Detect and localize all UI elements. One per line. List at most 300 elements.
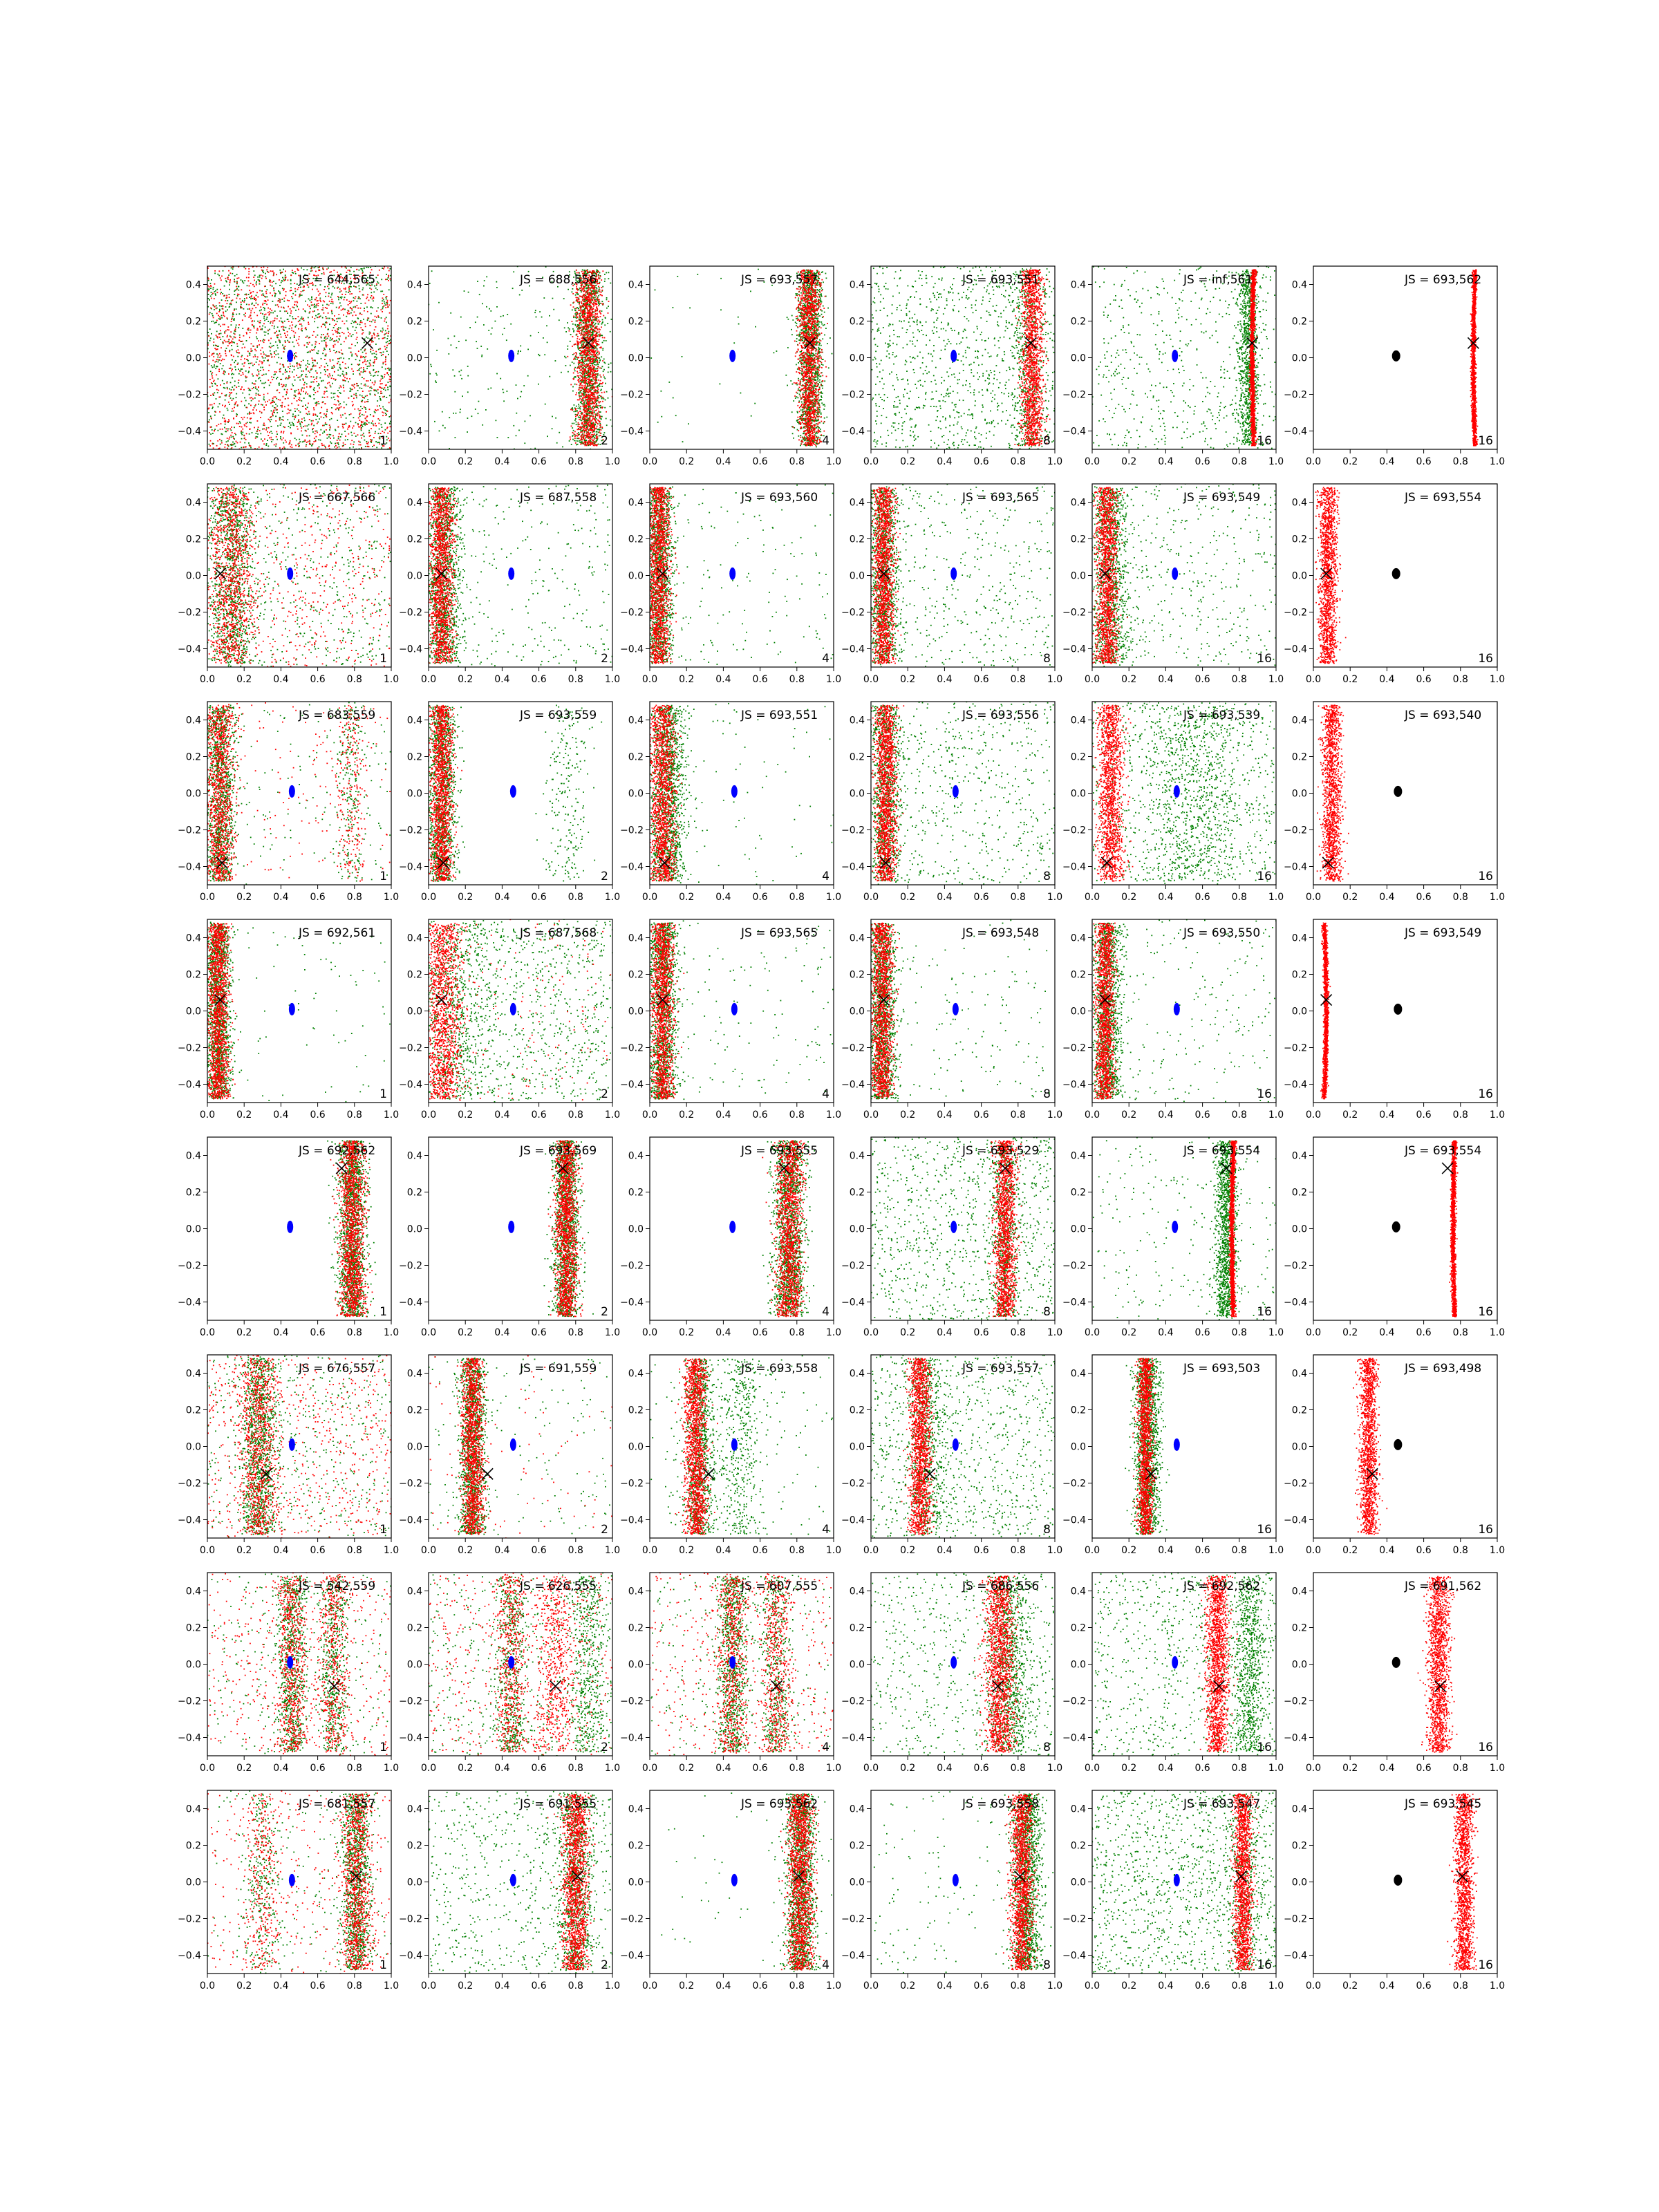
green-point <box>339 367 341 368</box>
green-point <box>235 369 236 371</box>
green-point <box>578 377 579 378</box>
green-point <box>582 270 583 271</box>
green-point <box>608 372 609 373</box>
green-point <box>462 395 463 397</box>
red-point <box>351 440 353 441</box>
red-point <box>578 413 579 414</box>
red-point <box>287 389 288 391</box>
red-point <box>354 384 355 385</box>
green-point <box>309 372 310 373</box>
red-point <box>230 364 232 366</box>
green-point <box>268 446 269 447</box>
green-point <box>500 316 502 317</box>
green-point <box>577 411 578 412</box>
green-point <box>590 432 592 433</box>
red-point <box>333 378 335 379</box>
red-point <box>572 432 574 433</box>
green-point <box>370 379 371 381</box>
red-point <box>263 429 265 430</box>
green-point <box>248 442 250 444</box>
green-point <box>294 391 295 392</box>
red-point <box>221 442 223 444</box>
green-point <box>490 310 491 312</box>
red-point <box>261 448 263 449</box>
red-point <box>363 332 364 334</box>
red-point <box>348 433 349 435</box>
red-point <box>249 285 250 287</box>
green-point <box>385 368 386 370</box>
green-point <box>279 341 281 343</box>
green-point <box>348 329 349 330</box>
red-point <box>389 447 391 449</box>
green-point <box>379 429 380 430</box>
green-point <box>357 318 359 319</box>
red-point <box>371 335 373 337</box>
green-point <box>387 341 388 342</box>
red-point <box>270 321 272 323</box>
red-point <box>338 436 339 438</box>
red-point <box>338 314 339 315</box>
green-point <box>222 380 223 382</box>
green-point <box>353 306 355 308</box>
red-point <box>223 342 224 344</box>
red-point <box>272 281 273 283</box>
green-point <box>606 340 607 341</box>
red-point <box>576 393 577 394</box>
red-point <box>268 359 269 361</box>
green-point <box>211 333 212 335</box>
red-point <box>266 293 268 294</box>
green-point <box>376 354 377 355</box>
red-point <box>387 411 388 412</box>
red-point <box>272 411 274 413</box>
green-point <box>285 279 286 281</box>
red-point <box>212 355 213 356</box>
green-point <box>310 308 311 309</box>
green-point <box>389 370 391 371</box>
green-point <box>289 368 290 369</box>
red-point <box>335 352 337 353</box>
red-point <box>354 409 355 410</box>
green-point <box>378 317 379 318</box>
green-point <box>579 391 581 393</box>
green-point <box>270 323 271 324</box>
red-point <box>368 432 370 433</box>
green-point <box>481 356 482 357</box>
green-point <box>290 424 292 426</box>
red-point <box>316 436 317 438</box>
red-point <box>246 297 247 299</box>
green-point <box>242 328 243 329</box>
green-point <box>439 431 440 432</box>
red-point <box>331 310 332 311</box>
red-point <box>387 427 388 428</box>
red-point <box>208 335 209 337</box>
red-point <box>246 407 247 409</box>
green-point <box>387 389 388 391</box>
green-point <box>219 306 221 307</box>
red-point <box>226 297 227 298</box>
red-point <box>572 293 574 294</box>
red-point <box>312 443 314 444</box>
green-point <box>471 415 473 417</box>
red-point <box>388 275 389 276</box>
red-point <box>217 440 218 442</box>
green-point <box>270 431 272 432</box>
red-point <box>291 330 292 331</box>
red-point <box>320 412 321 413</box>
green-point <box>210 337 212 339</box>
red-point <box>577 338 578 339</box>
green-point <box>608 278 610 279</box>
red-point <box>294 283 295 284</box>
red-point <box>274 396 275 397</box>
green-point <box>598 432 599 433</box>
green-point <box>281 357 282 359</box>
green-point <box>538 332 539 333</box>
green-point <box>373 375 374 377</box>
red-point <box>298 446 299 447</box>
green-point <box>234 362 235 363</box>
red-point <box>283 384 284 386</box>
red-point <box>342 424 344 425</box>
red-point <box>389 440 391 442</box>
green-point <box>265 357 266 359</box>
green-point <box>599 435 600 437</box>
red-point <box>317 423 318 424</box>
green-point <box>377 400 378 402</box>
red-point <box>372 299 373 300</box>
red-point <box>579 378 581 379</box>
green-point <box>605 383 606 384</box>
green-point <box>306 444 307 445</box>
green-point <box>218 275 220 276</box>
green-point <box>236 324 237 326</box>
green-point <box>208 294 209 295</box>
green-point <box>239 421 241 422</box>
green-point <box>326 304 328 306</box>
red-point <box>298 419 299 420</box>
red-point <box>579 429 581 430</box>
green-point <box>359 415 361 417</box>
green-point <box>212 289 214 290</box>
green-point <box>207 298 209 299</box>
green-point <box>338 299 339 301</box>
green-point <box>362 270 363 272</box>
green-point <box>259 280 260 281</box>
green-point <box>592 363 593 364</box>
red-point <box>224 447 225 448</box>
green-point <box>225 431 226 432</box>
green-point <box>232 436 234 438</box>
red-point <box>254 305 255 306</box>
y-tick-label: 0.4 <box>186 280 201 291</box>
red-point <box>259 364 260 366</box>
green-point <box>263 398 265 400</box>
red-point <box>215 411 216 413</box>
green-point <box>569 271 570 272</box>
green-point <box>580 420 581 421</box>
green-point <box>299 379 301 381</box>
red-point <box>219 302 221 303</box>
green-point <box>326 411 328 412</box>
red-point <box>584 271 585 272</box>
red-point <box>238 353 240 354</box>
x-tick-label: 0.0 <box>200 456 215 467</box>
red-point <box>325 422 326 424</box>
green-point <box>436 375 438 376</box>
green-point <box>572 324 574 325</box>
green-point <box>241 447 242 449</box>
green-point <box>597 400 599 401</box>
red-point <box>326 416 327 418</box>
red-point <box>283 290 284 291</box>
red-point <box>288 397 289 399</box>
green-point <box>555 360 556 362</box>
red-point <box>250 405 252 406</box>
green-point <box>583 363 585 364</box>
green-point <box>523 385 525 386</box>
red-point <box>294 358 295 359</box>
green-point <box>355 422 357 424</box>
red-point <box>241 431 242 432</box>
red-point <box>386 384 387 386</box>
green-point <box>538 384 539 385</box>
red-point <box>597 396 599 397</box>
red-point <box>319 293 321 294</box>
green-point <box>596 418 597 420</box>
green-point <box>568 289 569 290</box>
red-point <box>253 298 254 299</box>
green-point <box>360 435 362 436</box>
green-point <box>275 305 276 306</box>
red-point <box>268 272 270 273</box>
red-point <box>229 342 231 344</box>
green-point <box>604 274 606 275</box>
red-point <box>268 330 269 331</box>
green-point <box>216 398 217 400</box>
red-point <box>237 294 238 295</box>
green-point <box>236 283 238 285</box>
red-point <box>370 365 371 366</box>
green-point <box>602 366 603 367</box>
red-point <box>223 308 224 310</box>
red-point <box>264 300 265 301</box>
red-point <box>299 336 300 337</box>
red-point <box>229 420 230 422</box>
red-point <box>217 348 218 350</box>
red-point <box>263 394 265 395</box>
green-point <box>237 346 238 347</box>
green-point <box>282 411 283 412</box>
green-point <box>350 421 351 422</box>
red-point <box>261 294 263 296</box>
red-point <box>216 335 217 336</box>
red-point <box>585 312 587 314</box>
red-point <box>600 294 601 295</box>
green-point <box>488 330 489 331</box>
green-point <box>595 368 597 370</box>
green-point <box>328 288 330 290</box>
red-point <box>335 409 337 410</box>
red-point <box>352 401 353 402</box>
green-point <box>576 421 577 422</box>
green-point <box>250 422 252 424</box>
green-point <box>221 333 222 335</box>
green-point <box>307 336 308 337</box>
red-point <box>259 326 261 328</box>
green-point <box>323 417 324 418</box>
red-point <box>344 367 346 368</box>
red-point <box>330 385 331 386</box>
red-point <box>580 390 581 391</box>
green-point <box>236 274 238 275</box>
red-point <box>261 412 263 413</box>
green-point <box>285 327 287 328</box>
red-point <box>586 421 588 422</box>
red-point <box>250 413 252 414</box>
red-point <box>232 432 233 433</box>
red-point <box>212 360 214 362</box>
green-point <box>604 324 606 326</box>
red-point <box>256 315 258 317</box>
red-point <box>360 308 362 309</box>
red-point <box>231 321 232 322</box>
green-point <box>455 437 456 438</box>
green-point <box>256 433 257 434</box>
green-point <box>450 312 451 314</box>
red-point <box>260 320 261 321</box>
red-point <box>317 373 318 374</box>
red-point <box>301 328 303 329</box>
green-point <box>215 294 216 296</box>
scatter-points <box>428 266 612 450</box>
red-point <box>271 354 272 355</box>
green-point <box>606 272 607 274</box>
green-point <box>306 383 308 384</box>
red-point <box>299 397 300 399</box>
red-point <box>339 404 340 406</box>
red-point <box>369 409 371 410</box>
green-point <box>539 311 541 312</box>
green-point <box>275 415 276 417</box>
green-point <box>460 375 462 376</box>
green-point <box>344 431 346 432</box>
green-point <box>238 386 240 387</box>
red-point <box>219 317 221 318</box>
red-point <box>269 432 270 433</box>
red-point <box>349 427 350 428</box>
green-point <box>212 408 213 409</box>
red-point <box>227 421 229 422</box>
red-point <box>247 418 248 419</box>
green-point <box>357 342 358 344</box>
red-point <box>384 387 386 388</box>
green-point <box>371 440 373 441</box>
red-point <box>306 392 307 393</box>
red-point <box>287 331 288 332</box>
red-point <box>388 304 390 306</box>
green-point <box>321 334 322 335</box>
green-point <box>283 373 284 375</box>
green-point <box>309 435 310 437</box>
green-point <box>375 320 376 321</box>
red-point <box>212 375 213 377</box>
green-point <box>301 318 302 319</box>
green-point <box>581 393 582 394</box>
red-point <box>229 343 230 344</box>
green-point <box>305 393 306 395</box>
green-point <box>285 386 287 387</box>
green-point <box>231 304 232 306</box>
red-point <box>366 353 367 354</box>
green-point <box>210 415 212 417</box>
red-point <box>312 428 314 429</box>
green-point <box>346 291 347 292</box>
green-point <box>267 271 268 272</box>
green-point <box>583 270 585 271</box>
red-point <box>261 363 263 364</box>
green-point <box>324 340 326 341</box>
green-point <box>375 431 376 433</box>
green-point <box>375 441 377 442</box>
red-point <box>331 412 332 413</box>
red-point <box>291 290 292 291</box>
green-point <box>297 362 298 364</box>
green-point <box>256 436 257 438</box>
red-point <box>373 319 374 321</box>
red-point <box>268 308 269 309</box>
red-point <box>227 329 228 330</box>
red-point <box>346 299 348 301</box>
red-point <box>283 432 284 433</box>
green-point <box>572 288 574 290</box>
green-point <box>227 408 228 409</box>
red-point <box>263 323 265 324</box>
red-point <box>332 368 334 369</box>
green-point <box>279 330 280 332</box>
red-point <box>579 400 580 401</box>
green-point <box>549 315 550 317</box>
green-point <box>359 288 360 290</box>
green-point <box>355 345 356 346</box>
green-point <box>340 297 341 298</box>
green-point <box>579 289 580 290</box>
red-point <box>580 416 581 418</box>
green-point <box>390 368 391 370</box>
green-point <box>339 318 341 319</box>
red-point <box>351 308 353 310</box>
red-point <box>246 426 247 427</box>
green-point <box>340 306 341 307</box>
green-point <box>356 397 357 399</box>
green-point <box>216 331 218 332</box>
red-point <box>306 446 307 447</box>
red-point <box>254 349 256 350</box>
green-point <box>221 292 222 293</box>
red-point <box>579 398 581 400</box>
green-point <box>344 375 345 376</box>
green-point <box>238 313 240 315</box>
green-point <box>209 312 211 313</box>
green-point <box>430 364 431 366</box>
green-point <box>236 352 238 353</box>
green-point <box>604 281 606 282</box>
red-point <box>342 379 344 381</box>
red-point <box>326 346 327 348</box>
green-point <box>382 406 384 408</box>
green-point <box>240 308 241 309</box>
